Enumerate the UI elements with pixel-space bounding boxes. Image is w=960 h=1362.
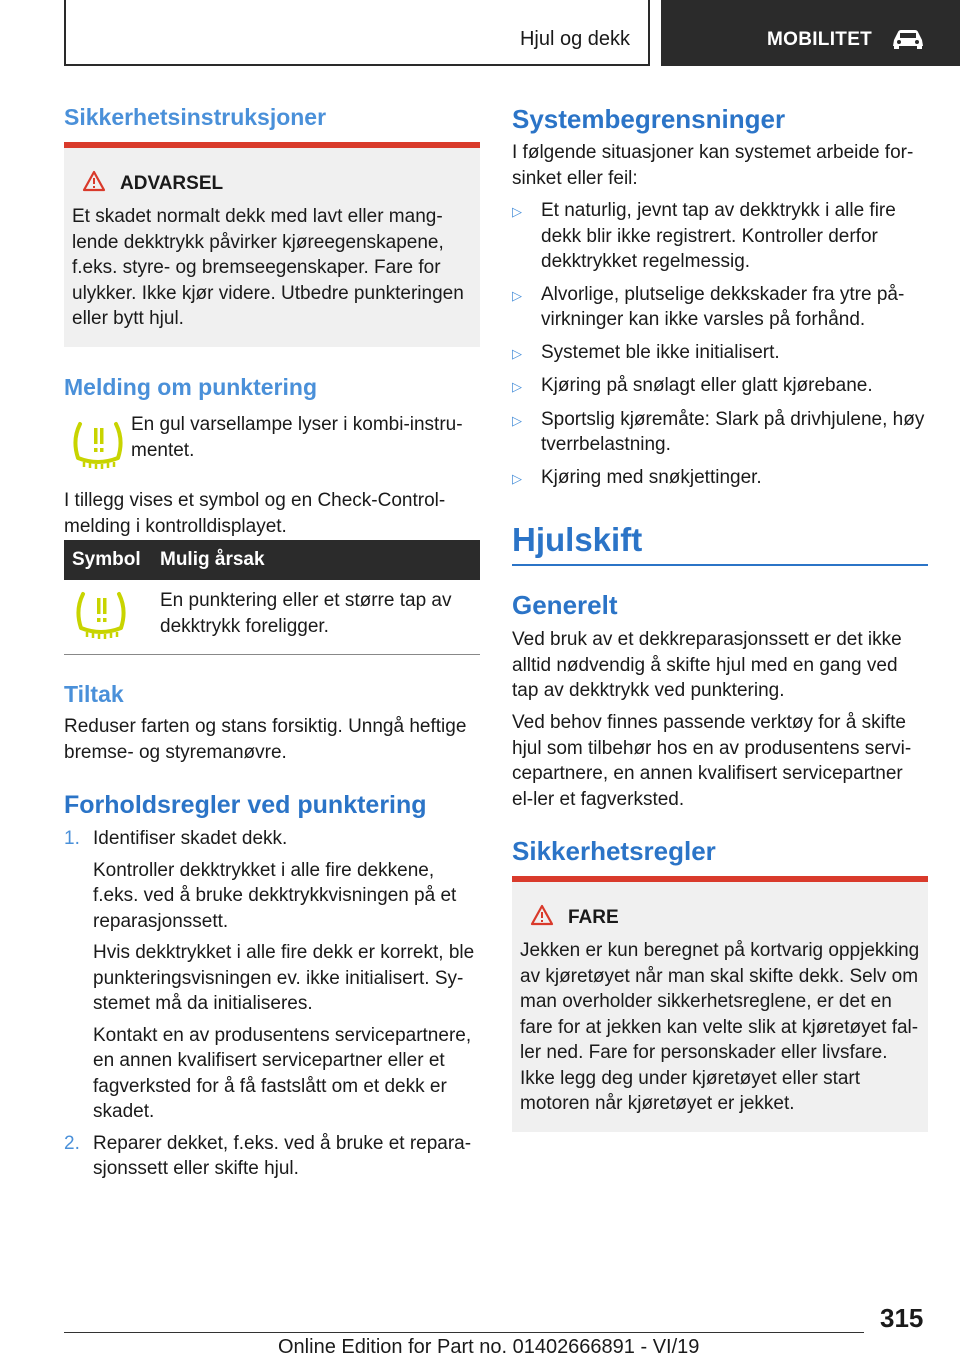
list-item-text: Alvorlige, plutselige dekkskader fra ytre på-virkninger kan ikke varsles på forhånd.: [541, 283, 905, 330]
tire-pressure-warning-icon: [70, 418, 126, 475]
list-item: [512, 198, 928, 275]
footer-rule: [64, 1332, 864, 1333]
safety-heading: Sikkerhetsinstruksjoner: [64, 104, 327, 130]
puncture-text: En gul varsellampe lyser i kombi-instru-mentet.: [131, 414, 463, 461]
list-item: [512, 407, 928, 458]
header-section-title: Hjul og dekk: [519, 28, 630, 50]
triangle-bullet-icon: ▷: [512, 345, 522, 361]
limits-intro: I følgende situasjoner kan systemet arbeide for-sinket eller feil:: [512, 142, 914, 189]
triangle-bullet-icon: ▷: [512, 412, 522, 428]
step-line: Kontroller dekktrykket i alle fire dekkene, f.eks. ved å bruke dekktrykkvisningen på et reparasjonssett.: [93, 859, 457, 932]
step-line: Reparer dekket, f.eks. ved å bruke et repara-sjonssett eller skifte hjul.: [93, 1132, 472, 1179]
warning-title-row: [72, 170, 472, 198]
warning-text: Et skadet normalt dekk med lavt eller mang-lende dekktrykk påvirker kjøreegenskapene, f.eks. styre- og bremseegenskaper. Fare for ulykker. Ikke kjør videre. Utbedre punkteringen eller bytt hjul.: [72, 206, 464, 329]
step-number: 2.: [64, 1132, 80, 1154]
warning-box: [64, 142, 480, 347]
triangle-bullet-icon: ▷: [512, 379, 522, 394]
list-item-text: Systemet ble ikke initialisert.: [541, 341, 780, 363]
header-section-box: [64, 0, 650, 66]
table-row: [64, 580, 480, 662]
header-chapter-title: MOBILITET: [767, 29, 873, 50]
table-divider: [64, 654, 480, 655]
forhold-heading: Forholdsregler ved punktering: [64, 791, 427, 819]
list-item: [512, 282, 928, 333]
heading-rule: [512, 564, 928, 566]
table-symbol-cell: [64, 580, 152, 662]
puncture-text-2: I tillegg vises et symbol og en Check-Control-melding i kontrolldisplayet.: [64, 490, 446, 537]
table-header-symbol: Symbol: [64, 540, 152, 580]
danger-title: FARE: [568, 907, 619, 928]
steps-list: [64, 826, 480, 1182]
list-item: [512, 465, 928, 492]
warning-icon: [530, 904, 568, 932]
header-chapter-tab: [661, 0, 960, 66]
wheel-change-heading: Hjulskift: [512, 521, 643, 558]
step-line: Kontakt en av produsentens servicepartnere, en annen kvalifisert servicepartner eller et fagverksted for å få fastslått om et dekk er skadet.: [93, 1024, 472, 1122]
general-paragraph-1: Ved bruk av et dekkreparasjonssett er det ikke alltid nødvendig å skifte hjul med en gang ved tap av dekktrykk ved punktering.: [512, 629, 902, 701]
symbol-table: [64, 540, 480, 662]
limits-heading: Systembegrensninger: [512, 104, 786, 134]
general-paragraph-2: Ved behov finnes passende verktøy for å skifte hjul som tilbehør hos en av produsentens servi-cepartnere, en annen kvalifisert servicepartner el-ler et fagverksted.: [512, 712, 912, 810]
triangle-bullet-icon: ▷: [512, 204, 522, 219]
list-item-text: Et naturlig, jevnt tap av dekktrykk i alle fire dekk blir ikke registrert. Kontroller derfor dekktrykket regelmessig.: [541, 200, 896, 272]
danger-box: [512, 876, 928, 1132]
step-line: Hvis dekktrykket i alle fire dekk er korrekt, ble punkteringsvisningen ev. ikke initialisert. Sy-stemet må da initialiseres.: [93, 942, 475, 1014]
list-item: [512, 373, 928, 400]
page-number: 315: [880, 1303, 924, 1333]
warning-icon: [82, 170, 120, 198]
rules-heading: Sikkerhetsregler: [512, 836, 716, 866]
step-number: 1.: [64, 828, 80, 849]
danger-title-row: [520, 904, 920, 932]
triangle-bullet-icon: ▷: [512, 470, 522, 486]
tiltak-heading: Tiltak: [64, 681, 124, 707]
car-icon: [891, 28, 925, 55]
list-item-text: Kjøring på snølagt eller glatt kjørebane.: [541, 375, 873, 396]
tiltak-text: Reduser farten og stans forsiktig. Unngå heftige bremse- og styremanøvre.: [64, 716, 467, 763]
list-item-text: Sportslig kjøremåte: Slark på drivhjulene, høy tverrbelastning.: [541, 408, 925, 455]
footer-edition: Online Edition for Part no. 01402666891 - VI/19: [278, 1336, 700, 1358]
limits-list: [512, 198, 928, 498]
tire-pressure-warning-icon: [72, 588, 130, 640]
general-heading: Generelt: [512, 590, 618, 620]
step-item: [64, 1131, 480, 1182]
step-item: [64, 826, 480, 1125]
puncture-heading: Melding om punktering: [64, 374, 317, 400]
warning-title: ADVARSEL: [120, 173, 224, 194]
triangle-bullet-icon: ▷: [512, 287, 522, 303]
table-cause-cell: En punktering eller et større tap av dekktrykk foreligger.: [160, 590, 452, 637]
table-header-cause: Mulig årsak: [152, 540, 480, 580]
list-item-text: Kjøring med snøkjettinger.: [541, 466, 762, 488]
list-item: [512, 340, 928, 367]
danger-text: Jekken er kun beregnet på kortvarig oppjekking av kjøretøyet når man skal skifte dekk. Selv om man overholder sikkerhetsreglene, er det en fare for at jekken kan velte slik at kjøretøyet fal-ler ned. Fare for personskader eller livsfare. Ikke legg deg under kjøretøyet eller start motoren når kjøretøyet er jekket.: [520, 940, 920, 1114]
step-line: Identifiser skadet dekk.: [93, 828, 288, 849]
